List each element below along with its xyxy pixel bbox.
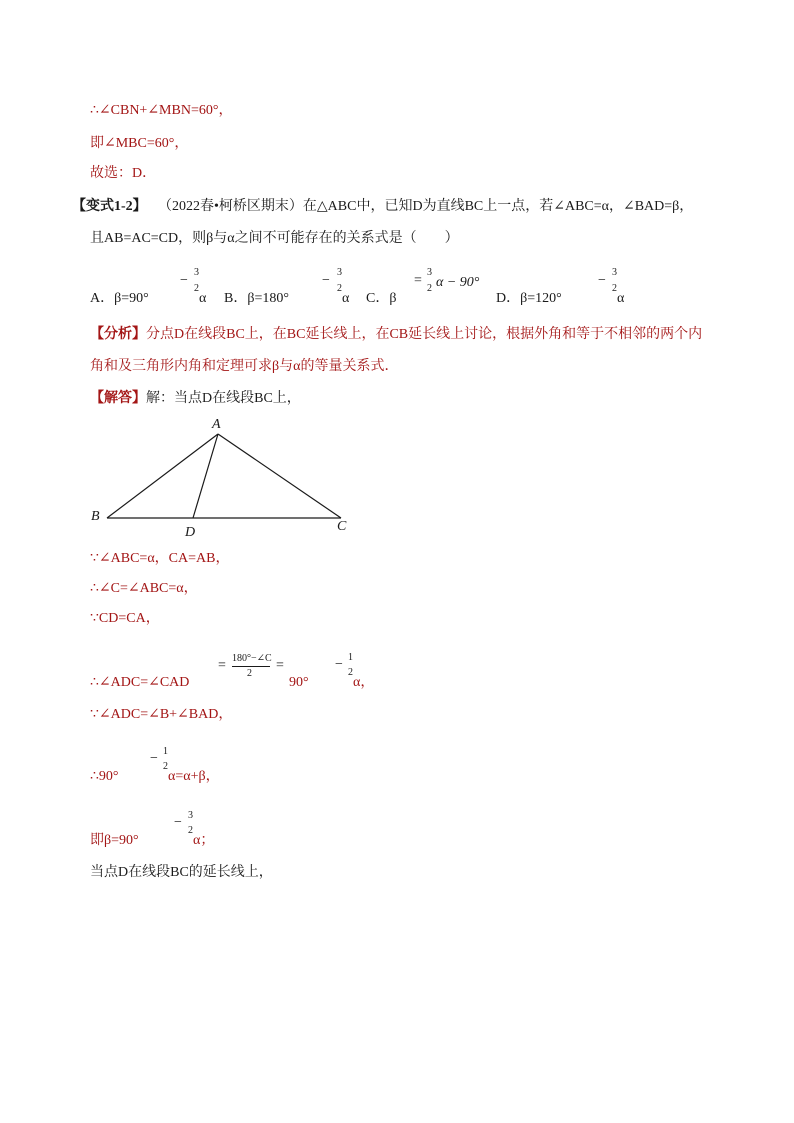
step-1: ∵∠ABC=α，CA=AB，: [90, 551, 230, 566]
step-2: ∴∠C=∠ABC=α，: [90, 581, 198, 596]
fraction-bar: [232, 666, 270, 667]
step-7-start: 即β=90°: [90, 833, 139, 848]
step-3: ∵CD=CA，: [90, 611, 160, 626]
minus-sign: −: [335, 657, 343, 672]
frac-den: 2: [337, 283, 342, 294]
analysis-tag: 【分析】: [90, 327, 146, 342]
label-c: C: [337, 519, 347, 534]
frac-den: 2: [612, 283, 617, 294]
triangle-figure: [85, 412, 365, 542]
analysis-line-2: 角和及三角形内角和定理可求β与α的等量关系式．: [90, 359, 399, 374]
frac-den: 2: [163, 761, 168, 772]
frac-num: 3: [194, 267, 199, 278]
step-8: 当点D在线段BC的延长线上，: [90, 865, 273, 880]
minus-sign: −: [180, 273, 188, 288]
solution-line-1: ∴∠CBN+∠MBN=60°，: [90, 103, 233, 118]
option-d[interactable]: D．β=120°: [496, 291, 562, 306]
answer-line-1: 解：当点D在线段BC上，: [146, 391, 301, 406]
option-a[interactable]: A．β=90°: [90, 291, 149, 306]
question-tag: 【变式1-2】: [72, 199, 147, 214]
minus-sign: −: [322, 273, 330, 288]
frac-den: 2: [427, 283, 432, 294]
ninety-degrees: 90°: [289, 675, 309, 690]
analysis-line-1: 分点D在线段BC上，在BC延长线上，在CB延长线上讨论，根据外角和等于不相邻的两个内: [146, 327, 703, 342]
step-4: ∴∠ADC=∠CAD: [90, 675, 190, 690]
frac-num: 1: [163, 746, 168, 757]
frac-num: 1: [348, 652, 353, 663]
question-text-1: （2022春•柯桥区期末）在△ABC中，已知D为直线BC上一点，若∠ABC=α，∠BAD=β，: [158, 199, 694, 214]
step-5: ∵∠ADC=∠B+∠BAD，: [90, 707, 233, 722]
solution-line-3: 故选：D．: [90, 166, 157, 181]
fraction-denominator: 2: [247, 668, 252, 679]
frac-num: 3: [337, 267, 342, 278]
question-text-2: 且AB=AC=CD，则β与α之间不可能存在的关系式是（ ）: [90, 231, 459, 246]
side-ac: [218, 434, 341, 518]
minus-sign: −: [598, 273, 606, 288]
frac-num: 3: [612, 267, 617, 278]
alpha-symbol: α: [617, 291, 625, 306]
side-ab: [107, 434, 218, 518]
step-6-start: ∴90°: [90, 769, 119, 784]
equals-sign: =: [218, 658, 226, 673]
equals-sign: =: [414, 273, 422, 288]
alpha-symbol: α: [199, 291, 207, 306]
fraction-numerator: 180°−∠C: [232, 653, 272, 664]
frac-num: 3: [427, 267, 432, 278]
frac-den: 2: [194, 283, 199, 294]
option-b[interactable]: B．β=180°: [224, 291, 289, 306]
label-b: B: [91, 509, 100, 524]
option-c-expr: α − 90°: [436, 275, 480, 290]
frac-den: 2: [188, 825, 193, 836]
option-c[interactable]: C．β: [366, 291, 397, 306]
segment-ad: [193, 434, 218, 518]
label-a: A: [212, 417, 221, 432]
step-4-end: α，: [353, 675, 375, 690]
frac-num: 3: [188, 810, 193, 821]
minus-sign: −: [150, 751, 158, 766]
frac-den: 2: [348, 667, 353, 678]
alpha-symbol: α: [342, 291, 350, 306]
label-d: D: [185, 525, 196, 540]
step-7-end: α；: [193, 833, 215, 848]
answer-tag: 【解答】: [90, 391, 146, 406]
equals-sign: =: [276, 658, 284, 673]
step-6-end: α=α+β，: [168, 769, 220, 784]
minus-sign: −: [174, 815, 182, 830]
solution-line-2: 即∠MBC=60°，: [90, 136, 189, 151]
